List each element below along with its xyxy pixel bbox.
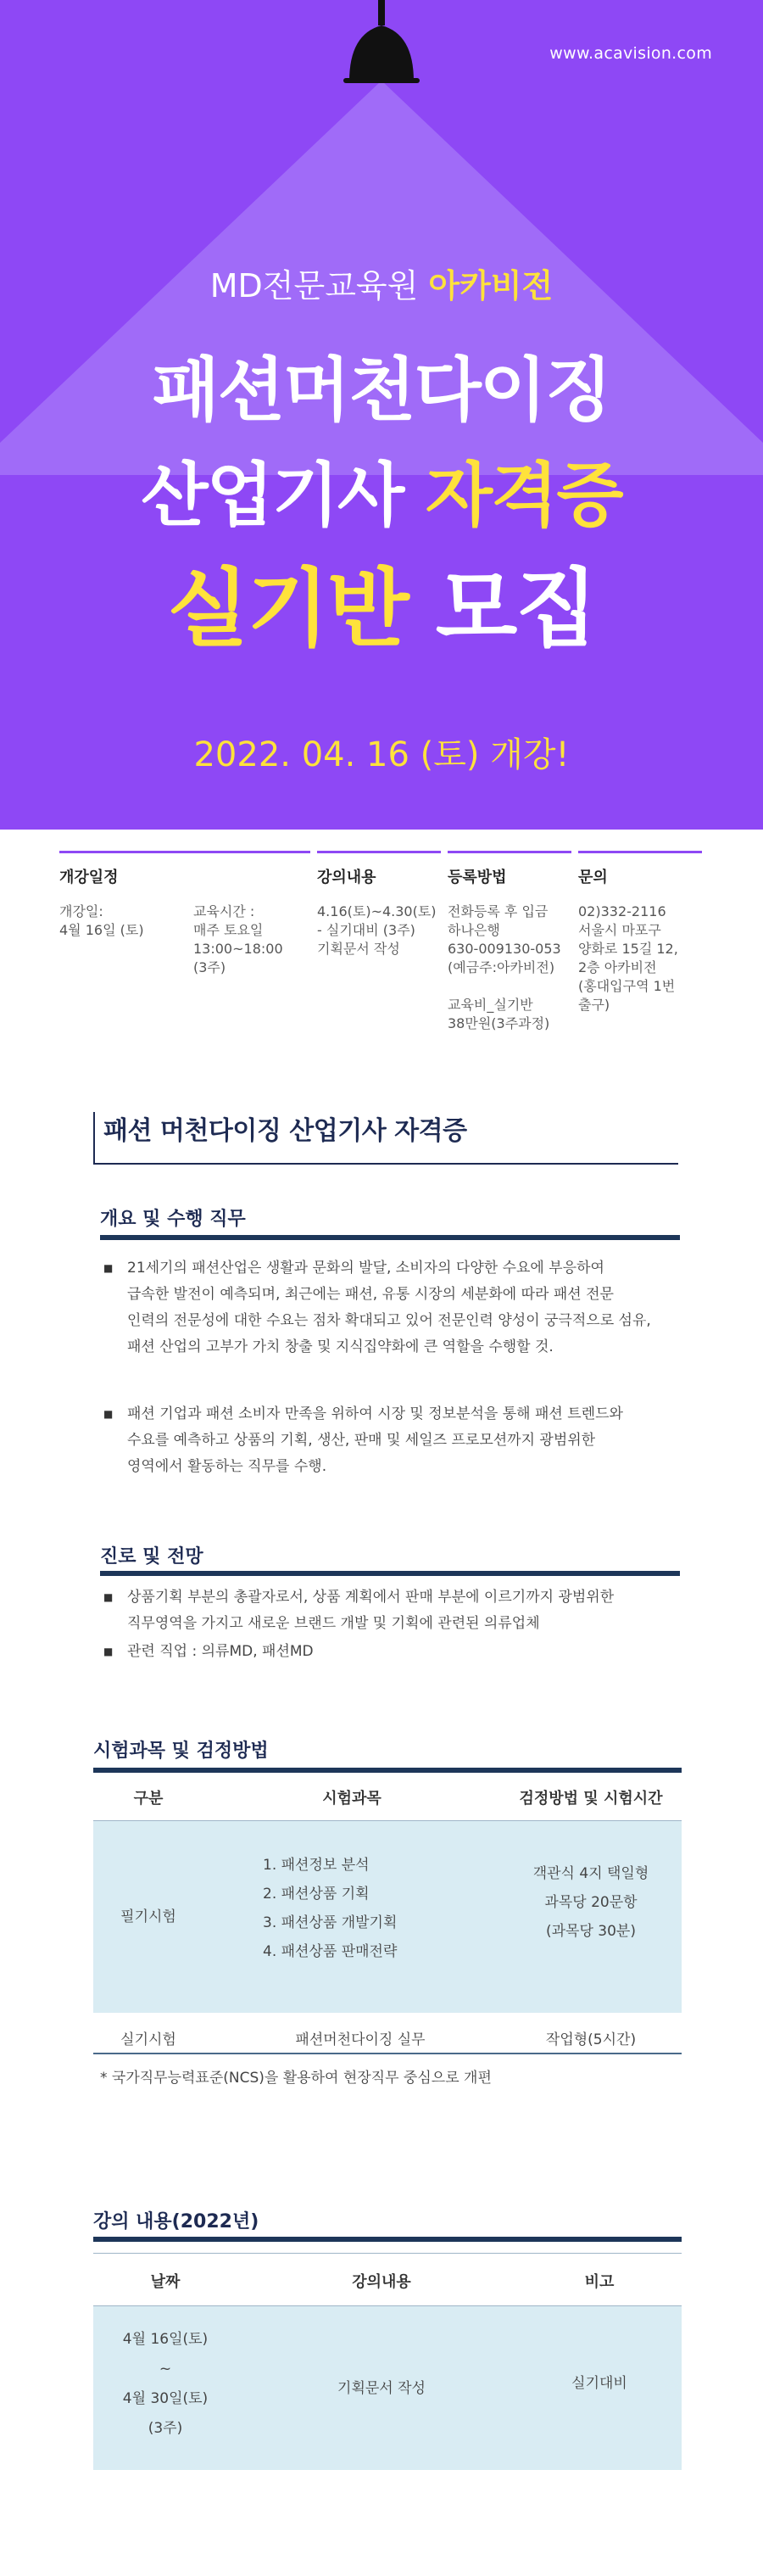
- exam-note: * 국가직무능력표준(NCS)을 활용하여 현장직무 중심으로 개편: [100, 2070, 492, 2087]
- table-header: [93, 1773, 682, 1820]
- line3-highlight: 실기반: [167, 559, 408, 658]
- bullet-icon: ■: [103, 1262, 114, 1274]
- cell-date: 4월 16일(토) ~ 4월 30일(토) (3주): [122, 2331, 209, 2437]
- schedule-date: 개강일: 4월 16일 (토): [59, 903, 144, 938]
- career-heading: 진로 및 전망: [100, 1546, 203, 1567]
- header-cell: 검정방법 및 시험시간: [519, 1790, 663, 1808]
- cell-type: 실기시험: [120, 2031, 176, 2048]
- exam-table: [93, 1773, 682, 2053]
- overview-heading: 개요 및 수행 직무: [100, 1209, 246, 1230]
- lecture-rule: [93, 2237, 682, 2242]
- line3-suffix: 모집: [435, 559, 596, 658]
- info-register: [448, 851, 571, 1033]
- list-item: [103, 1255, 670, 1361]
- list-item: [103, 1639, 670, 1665]
- cell-type: 필기시험: [120, 1908, 176, 1925]
- header-cell: 비고: [584, 2273, 615, 2291]
- cell-note: 실기대비: [571, 2375, 627, 2392]
- subtitle-prefix: MD전문교육원: [209, 267, 419, 305]
- schedule-time: 교육시간 : 매주 토요일 13:00~18:00 (3주): [193, 903, 283, 975]
- info-title: 등록방법: [448, 869, 507, 886]
- bullet-text: 관련 직업 : 의류MD, 패션MD: [127, 1643, 314, 1660]
- hero-line-1: 패션머천다이징: [152, 350, 611, 431]
- line2-highlight: 자격증: [425, 455, 622, 536]
- hero-line-2: [0, 455, 763, 536]
- header-cell: 시험과목: [322, 1790, 382, 1808]
- website-url[interactable]: www.acavision.com: [549, 44, 712, 63]
- info-title: 개강일정: [59, 869, 119, 886]
- cell-subjects: 패션머천다이징 실무: [295, 2031, 426, 2048]
- register-text: 전화등록 후 입금 하나은행 630-009130-053 (예금주:아카비전) 교육비_실기반 38만원(3주과정): [448, 903, 561, 1031]
- divider: [93, 2053, 682, 2054]
- info-contact: [578, 851, 702, 1014]
- cell-subjects: 1. 패션정보 분석 2. 패션상품 기획 3. 패션상품 개발기획 4. 패션상품 판매전략: [263, 1857, 398, 1960]
- career-rule: [100, 1571, 680, 1576]
- cell-method: 작업형(5시간): [545, 2031, 637, 2048]
- info-schedule: [59, 851, 310, 975]
- table-row: [93, 2014, 682, 2066]
- content-text: 4.16(토)~4.30(토) - 실기대비 (3주) 기획문서 작성: [317, 903, 437, 957]
- exam-heading: 시험과목 및 검정방법: [93, 1741, 269, 1762]
- bullet-icon: ■: [103, 1646, 114, 1657]
- list-item: [103, 1584, 670, 1637]
- info-bar: [448, 851, 571, 853]
- lecture-table: [93, 2253, 682, 2470]
- bullet-icon: ■: [103, 1408, 114, 1420]
- bullet-text: 21세기의 패션산업은 생활과 문화의 발달, 소비자의 다양한 수요에 부응하여 급속한 발전이 예측되며, 최근에는 패션, 유통 시장의 세분화에 따라 패션 전문 인력의 전문성에 대한 수요는 점차 확대되고 있어 전문인력 양성이 궁극적으로 섬유, 패션 산업의 고부가 가치 창출 및 지식집약화에 큰 역할을 수행할 것.: [127, 1260, 651, 1355]
- info-title: 강의내용: [317, 869, 376, 886]
- table-row: [93, 1821, 682, 2013]
- hero-banner: [0, 0, 763, 830]
- header-cell: 날짜: [150, 2273, 181, 2291]
- overview-rule: [100, 1235, 680, 1240]
- bullet-icon: ■: [103, 1591, 114, 1603]
- list-item: [103, 1401, 670, 1480]
- main-title: 패션 머천다이징 산업기사 자격증: [103, 1116, 467, 1146]
- info-title: 문의: [578, 869, 608, 886]
- info-bar: [578, 851, 702, 853]
- lecture-heading: 강의 내용(2022년): [93, 2211, 259, 2232]
- contact-text: 02)332-2116 서울시 마포구 양화로 15길 12, 2층 아카비전 (홍대입구역 1번 출구): [578, 903, 678, 1013]
- title-rule-left: [93, 1112, 95, 1165]
- cell-content: 기획문서 작성: [337, 2380, 426, 2397]
- line2-prefix: 산업기사: [141, 455, 404, 536]
- opening-date: 2022. 04. 16 (토) 개강!: [193, 735, 570, 774]
- info-bar: [59, 851, 310, 853]
- subtitle-brand: 아카비전: [428, 267, 554, 305]
- table-header: [93, 2253, 682, 2305]
- header-cell: 구분: [133, 1790, 164, 1808]
- info-content: [317, 851, 441, 958]
- header-cell: 강의내용: [352, 2273, 411, 2291]
- title-rule: [93, 1163, 678, 1165]
- bullet-text: 패션 기업과 패션 소비자 만족을 위하여 시장 및 정보분석을 통해 패션 트렌드와 수요를 예측하고 상품의 기획, 생산, 판매 및 세일즈 프로모션까지 광범위한 영역에서 활동하는 직무를 수행.: [127, 1405, 623, 1475]
- info-bar: [317, 851, 441, 853]
- table-row: [93, 2306, 682, 2470]
- hero-line-3: [0, 559, 763, 658]
- cell-method: 객관식 4지 택일형 과목당 20문항 (과목당 30분): [532, 1865, 649, 1940]
- bullet-text: 상품기획 부분의 총괄자로서, 상품 계획에서 판매 부분에 이르기까지 광범위한 직무영역을 가지고 새로운 브랜드 개발 및 기획에 관련된 의류업체: [127, 1589, 615, 1632]
- hero-subtitle: [0, 260, 763, 306]
